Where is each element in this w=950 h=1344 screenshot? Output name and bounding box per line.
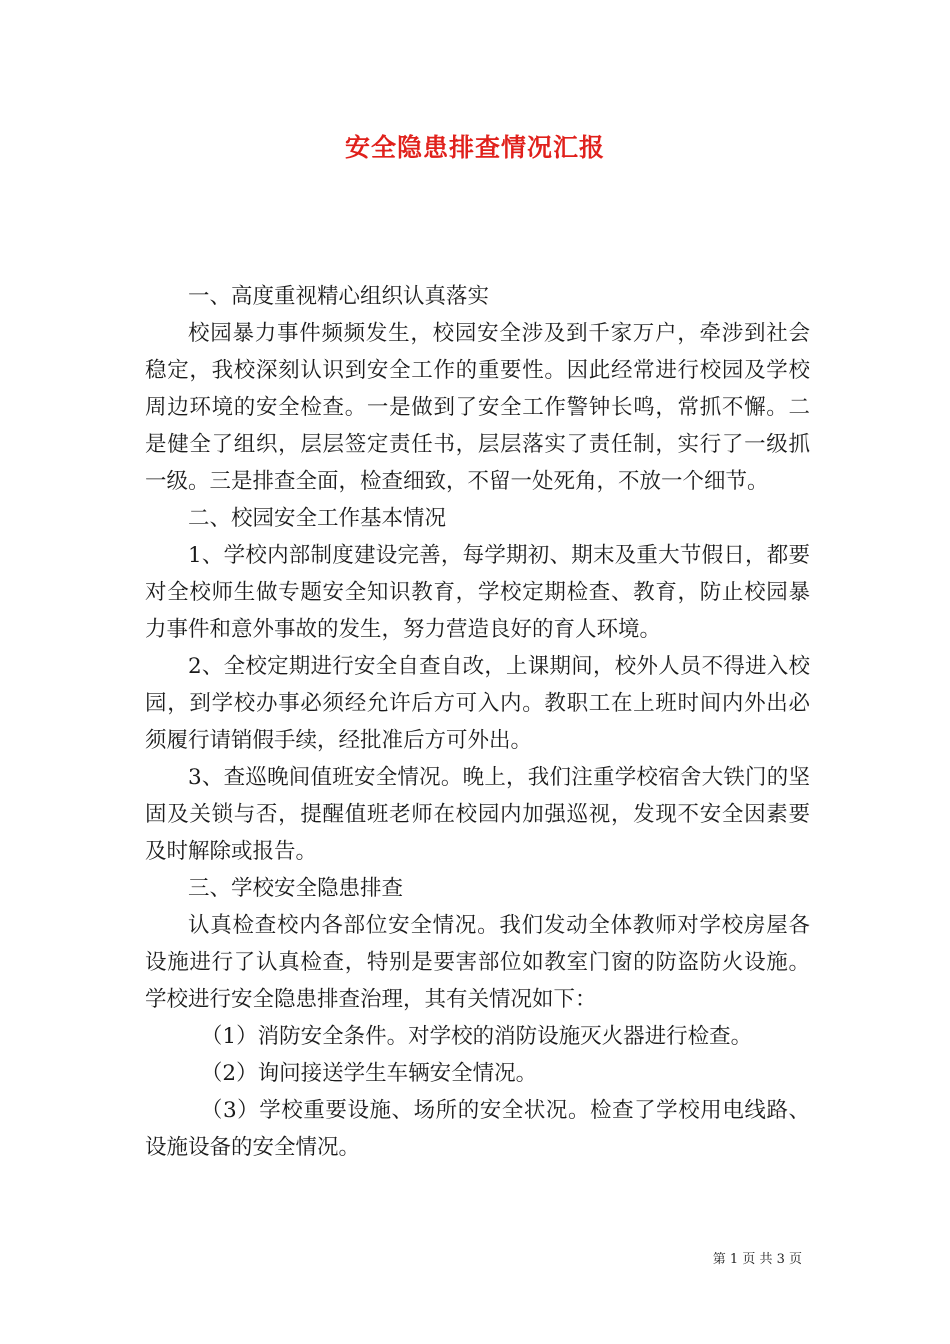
document-body: [145, 278, 810, 1166]
paragraph: 3、查巡晚间值班安全情况。晚上，我们注重学校宿舍大铁门的坚固及关锁与否，提醒值班老师在校园内加强巡视，发现不安全因素要及时解除或报告。: [145, 765, 810, 864]
paragraph: 校园暴力事件频频发生，校园安全涉及到千家万户，牵涉到社会稳定，我校深刻认识到安全工作的重要性。因此经常进行校园及学校周边环境的安全检查。一是做到了安全工作警钟长鸣，常抓不懈。二是健全了组织，层层签定责任书，层层落实了责任制，实行了一级抓一级。三是排查全面，检查细致，不留一处死角，不放一个细节。: [145, 321, 810, 494]
list-item: （3）学校重要设施、场所的安全状况。检查了学校用电线路、设施设备的安全情况。: [145, 1098, 810, 1160]
paragraph: 认真检查校内各部位安全情况。我们发动全体教师对学校房屋各设施进行了认真检查，特别是要害部位如教室门窗的防盗防火设施。学校进行安全隐患排查治理，其有关情况如下：: [145, 913, 810, 1012]
page-number: 第 1 页 共 3 页: [712, 1252, 802, 1267]
paragraph: 1、学校内部制度建设完善，每学期初、期末及重大节假日，都要对全校师生做专题安全知识教育，学校定期检查、教育，防止校园暴力事件和意外事故的发生，努力营造良好的育人环境。: [145, 543, 810, 642]
document-title: 安全隐患排查情况汇报: [344, 133, 605, 162]
section-heading: 三、学校安全隐患排查: [188, 876, 404, 901]
section-heading: 二、校园安全工作基本情况: [188, 506, 447, 531]
section-heading: 一、高度重视精心组织认真落实: [188, 284, 490, 309]
list-item: （2）询问接送学生车辆安全情况。: [200, 1061, 538, 1086]
paragraph: 2、全校定期进行安全自查自改，上课期间，校外人员不得进入校园，到学校办事必须经允许后方可入内。教职工在上班时间内外出必须履行请销假手续，经批准后方可外出。: [145, 654, 810, 753]
list-item: （1）消防安全条件。对学校的消防设施灭火器进行检查。: [200, 1024, 753, 1049]
